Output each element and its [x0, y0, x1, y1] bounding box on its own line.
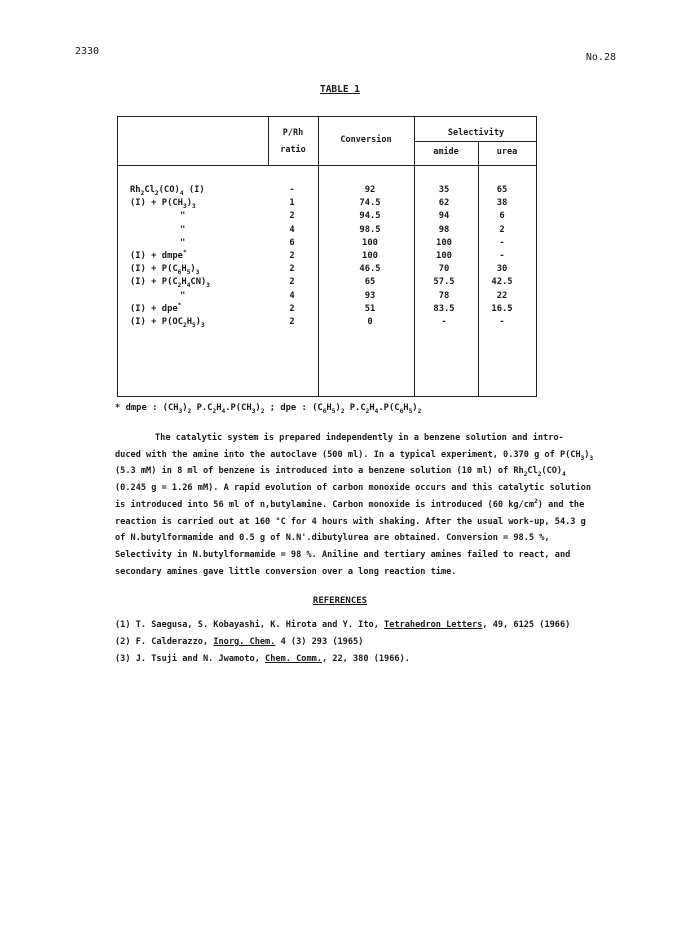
body-line: (5.3 mM) in 8 ml of benzene is introduced into a benzene solution (10 ml) of $Rh_2Cl_2(CO)_4$ [115, 466, 566, 479]
table-row [118, 264, 536, 277]
urea-cell: 42.5 [491, 277, 513, 288]
ratio-cell: 4 [289, 290, 295, 301]
table-row [118, 301, 536, 317]
table-row [118, 317, 536, 330]
conversion-cell: 93 [364, 290, 376, 301]
ditto-mark: " [180, 211, 186, 222]
urea-cell: 6 [499, 211, 505, 222]
conversion-cell: 100 [362, 250, 378, 261]
urea-cell: 2 [499, 224, 505, 235]
table-row [118, 248, 536, 264]
header-selectivity: Selectivity [447, 128, 505, 138]
urea-cell: 65 [496, 185, 508, 195]
urea-cell: 22 [496, 290, 508, 301]
ditto-mark: " [180, 237, 186, 248]
header-amide: amide [433, 147, 459, 157]
reference-item: (2) F. Calderazzo, Inorg. Chem. 4 (3) 293 (1965) [115, 637, 364, 647]
body-line: is introduced into 56 ml of n,butylamine. Carbon monoxide is introduced (60 $kg/cm^2$) and the [115, 497, 585, 510]
conversion-cell: 94.5 [359, 211, 381, 222]
ratio-cell: - [289, 185, 295, 195]
experimental-paragraph [115, 430, 615, 580]
table-row [118, 225, 536, 238]
amide-cell: 78 [438, 290, 450, 301]
ratio-cell: 4 [289, 224, 295, 235]
compound: $(I) + P(C_6H_5)_3$ [130, 264, 200, 277]
page-number: 2330 [75, 46, 100, 57]
urea-cell: - [499, 237, 505, 248]
amide-cell: 62 [438, 198, 450, 209]
amide-cell: 100 [436, 250, 452, 261]
compound: (I) + dpe* [130, 301, 182, 314]
amide-cell: 57.5 [433, 277, 455, 288]
ratio-cell: 2 [289, 303, 295, 314]
header-urea: urea [496, 147, 518, 157]
body-line: (0.245 g = 1.26 mM). A rapid evolution of carbon monoxide occurs and this catalytic solution [115, 483, 591, 494]
conversion-cell: 100 [362, 237, 378, 248]
ditto-mark: " [180, 290, 186, 301]
amide-cell: 98 [438, 224, 450, 235]
compound: $(I) + P(C_2H_4CN)_3$ [130, 277, 211, 290]
conversion-cell: 92 [364, 185, 376, 195]
body-line: Selectivity in N.butylformamide = 98 %. Aniline and tertiary amines failed to react, and [115, 549, 571, 560]
ditto-mark: " [180, 224, 186, 235]
conversion-cell: 46.5 [359, 264, 381, 275]
urea-cell: - [499, 316, 505, 327]
table-row [118, 238, 536, 251]
results-table [117, 116, 537, 397]
compound: $(I) + P(CH_3)_3$ [130, 198, 196, 211]
compound: $(I) + P(OC_2H_5)_3$ [130, 316, 205, 329]
conversion-cell: 51 [364, 303, 376, 314]
table-row [118, 185, 536, 198]
urea-cell: 38 [496, 198, 508, 209]
header-ratio-line2: ratio [280, 145, 306, 155]
header-rule [118, 165, 536, 166]
table-title: TABLE 1 [319, 84, 361, 95]
ratio-cell: 2 [289, 277, 295, 288]
body-line: duced with the amine into the autoclave (500 ml). In a typical experiment, 0.370 g of $P(CH_3)_3$ [115, 449, 594, 462]
table-row [118, 198, 536, 211]
ratio-cell: 2 [289, 264, 295, 275]
conversion-cell: 65 [364, 277, 376, 288]
amide-cell: 83.5 [433, 303, 455, 314]
conversion-cell: 98.5 [359, 224, 381, 235]
table-row [118, 211, 536, 224]
col-divider-1 [268, 117, 269, 165]
body-line: secondary amines gave little conversion over a long reaction time. [115, 566, 457, 577]
urea-cell: 30 [496, 264, 508, 275]
header-conversion: Conversion [340, 135, 392, 145]
ratio-cell: 2 [289, 316, 295, 327]
compound: $Rh_2Cl_2(CO)_4$ (I) [130, 185, 205, 197]
urea-cell: 16.5 [491, 303, 513, 314]
ratio-cell: 6 [289, 237, 295, 248]
ratio-cell: 2 [289, 250, 295, 261]
conversion-cell: 0 [367, 316, 373, 327]
amide-cell: 100 [436, 237, 452, 248]
journal-number: No.28 [585, 52, 616, 63]
selectivity-rule [414, 141, 536, 142]
table-row [118, 277, 536, 290]
table-footnote: * dmpe : $(CH_3)_2$ $P.C_2H_4.P(CH_3)_2$ ; dpe : $(C_6H_5)_2$ $P.C_2H_4.P(C_6H_5)_2$ [115, 403, 422, 415]
amide-cell: 35 [438, 185, 450, 195]
body-line: of N.butylformamide and 0.5 g of N.N'.dibutylurea are obtained. Conversion = 98.5 %, [115, 533, 550, 544]
compound: (I) + dmpe* [130, 248, 187, 261]
amide-cell: 94 [438, 211, 450, 222]
ratio-cell: 1 [289, 198, 295, 209]
amide-cell: - [441, 316, 447, 327]
reference-item: (3) J. Tsuji and N. Jwamoto, Chem. Comm., 22, 380 (1966). [115, 654, 410, 664]
table-body [118, 185, 536, 330]
urea-cell: - [499, 250, 505, 261]
amide-cell: 70 [438, 264, 450, 275]
body-line: The catalytic system is prepared independently in a benzene solution and intro- [155, 433, 564, 443]
reference-item: (1) T. Saegusa, S. Kobayashi, K. Hirota and Y. Ito, Tetrahedron Letters, 49, 6125 (1966) [115, 620, 571, 630]
references-list [115, 617, 570, 668]
body-line: reaction is carried out at 160 °C for 4 hours with shaking. After the usual work-up, 54.3 g [115, 516, 586, 527]
conversion-cell: 74.5 [359, 198, 381, 209]
references-title: REFERENCES [312, 596, 368, 606]
ratio-cell: 2 [289, 211, 295, 222]
header-ratio-line1: P/Rh [282, 128, 304, 138]
